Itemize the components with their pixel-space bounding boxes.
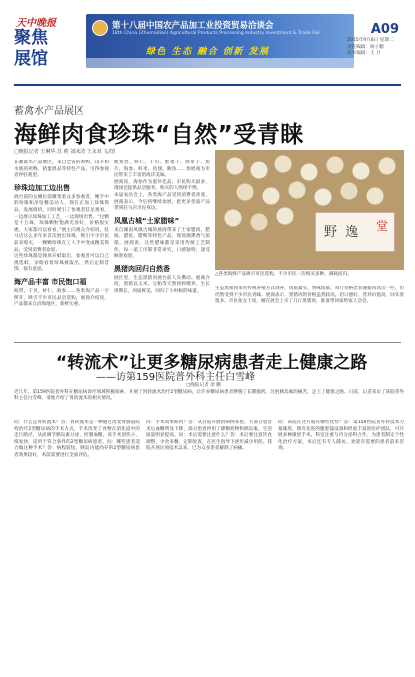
paragraph: 这些珍珠都是现场开蚌取出，参观者可以自己挑选蚌，亲眼看着珍珠被取出，然后定制首饰，很有意思。 [14, 254, 109, 273]
photo-sign [315, 212, 395, 252]
banner-slogan: 绿色 生态 融合 创新 发展 [146, 47, 270, 57]
story-column-1 [14, 160, 109, 340]
story-byline: □晚报记者 王琳华 苏 莉 刘冰清 王永双 文/图 [14, 149, 115, 155]
editor-line: 责任编辑：杨子鹏 [347, 44, 384, 50]
bottom-column-1: 问：什么是胃转流术？答：胃转流术是一种通过改变胃肠道结构治疗2型糖尿病的手术方式，手术改变了食物在消化道中的走行路径，从而调节胰岛素分泌，控制血糖。该手术创伤小、恢复快，适用于符合条件的2型糖尿病患者。问：哪些患者适合做这种手术？答：病程较短、胰岛功能尚存的2型糖尿病患者效果较好，术前需要进行全面评估。 [14, 420, 140, 458]
bottom-subheadline: ——访第159医院普外科主任白雪峰 [96, 372, 256, 383]
paragraph: 展区里，生态黑猪肉展台前人头攒动。展商介绍，黑猪以玉米、豆粕等天然饲料喂养，生长周期长，肉质鲜美，回归了小时候的味道。 [114, 275, 210, 294]
bottom-column-3: 问：该院在这方面有哪些优势？答：第159医院普外科技术力量雄厚，拥有先进的腹腔镜设备和经验丰富的医护团队，可开展多种微创手术。科室注重与内分泌科合作，为患者制定个性化治疗方案，术后还有专人随访。欢迎有需要的患者前来咨询。 [278, 420, 404, 452]
expo-emblem-icon [92, 20, 108, 36]
banner-title: 第十八届中国农产品加工业投资贸易洽谈会 [112, 21, 274, 31]
bottom-column-2: 问：手术效果如何？答：从目前开展的病例来看，大部分患者术后血糖明显下降，部分患者停用了降糖药物和胰岛素，生活质量明显提高。问：术后需要注意什么？答：术后要注意饮食调整，少食多餐，定期复查，在医生指导下逐步减少用药。我院开展这项技术以来，已为众多患者解除了病痛。 [146, 420, 272, 452]
banner-stripe [86, 58, 354, 68]
paragraph: 鱿鱼丝、虾仁、干贝、紫菜干、海带干、鱼片、海参、虾米、鱼翅、鲍鱼……参展商为市民带来了丰富的海洋美味。 [114, 160, 210, 179]
bottom-headline: “转流术”让更多糖尿病患者走上健康之路 [56, 353, 368, 373]
date-info [347, 38, 399, 58]
art-editor-line: 美术编辑：王 月 [347, 51, 381, 56]
story-divider [14, 342, 401, 343]
section-tag: 聚焦展馆 [14, 28, 48, 69]
story-photo [215, 150, 404, 270]
bottom-intro: 近几年，第159医院普外科在糖尿病诊疗领域积极探索，开展了胃转流术治疗2型糖尿病，让许多糖尿病患者摆脱了长期服药、注射胰岛素的痛苦，走上了健康之路。日前，记者采访了该院普外科主任白雪峰，请他介绍了胃转流术的相关情况。 [14, 390, 404, 402]
page-number: A09 [370, 22, 399, 37]
story-column-3: 生态黑猪肉采用传统养殖方式饲养，肉质紧实，香味浓郁，每斤价格比普通猪肉高出一些，但仍然受到不少市民青睐。展商表示，黑猪肉的价格虽然较高，但口感好、营养价值高，回头客很多。市民张女士说，她在展会上买了几斤黑猪肉，准备带回家给家人尝尝。 [215, 286, 404, 305]
subhead: 珍珠边加工边出售 [14, 183, 70, 192]
subhead: 凤凰古城“土家腊味” [114, 216, 180, 225]
photo-products [215, 150, 404, 270]
photo-caption: △各类海鲜产品吸引市民选购，不少市民一次购买多种，满载而归。 [215, 272, 352, 277]
story-kicker: 蓄禽水产品展区 [14, 106, 84, 117]
date-line: 2015年9月8日 星期二 [347, 38, 394, 43]
story-headline: 海鲜肉食珍珠“自然”受青睐 [14, 122, 304, 148]
paragraph: 展台前的女摊位前聚集着众多参观者，她手中的珍珠和吊坠精美动人，现在正加工珍珠饰品，发展商机，同时吸引了参观者驻足观看，一边展示珍珠加工工艺，一边现场出售。“这颗是十万珠，珍珠颗粒饱满光泽好，价格很实惠，大家都可以看看。”展主向观众介绍说，驻马店这么多年来首次展出珍珠，吸引不少市民前来购买，一颗颗珍珠在工人手中变成精美饰品，受到消费者欢迎。 [14, 194, 109, 253]
paragraph: 海带、干贝、虾仁、海参……各类海产品一字摆开，吸引不少市民品尝选购，展商介绍说，产品都来自沿海地区，新鲜实惠。 [14, 288, 109, 308]
paragraph: 展商说，海参作为滋补佳品，市民购买最多，现场还提供品尝服务，购买的人络绎不绝。 [114, 179, 210, 192]
expo-banner [86, 14, 354, 68]
bottom-byline: □晚报记者 余 鹏 [186, 383, 221, 388]
banner-subtitle: 18th China (Zhumadian) Agricultural Products Processing Industry Investment & Trade Fair [112, 31, 321, 36]
sign-text: 野 逸 [324, 225, 361, 240]
story-column-2 [114, 160, 210, 340]
newspaper-logo: 天中晚报 [16, 18, 56, 29]
subhead: 黑猪肉回归自然香 [114, 264, 170, 273]
subhead: 海产品丰富 市民饱口福 [14, 277, 87, 286]
paragraph: 在蓄禽水产品展区，来自全省的鸡鸭、山羊和水族的鸡鸭、猪蛋展品等特色产品，引得参观者停驻观望。 [14, 160, 109, 179]
masthead-rule [14, 84, 401, 86]
paragraph: 来自湖南凤凰古城的展商带来了土家腊肉、腊肠、腊鱼、腊鸭等特色产品，现场烟熏香气浓郁。展商说，这些腊味都是采用传统工艺制作，每一道工序都非常讲究，口感独特，深受顾客欢迎。 [114, 227, 210, 260]
sign-text-2: 堂 [375, 219, 388, 233]
paragraph: 本届农洽会上，各类海产品受到消费者喜爱，展商表示，今后将继续参展，把更多优质产品带到驻马店市民身边。 [114, 192, 210, 212]
